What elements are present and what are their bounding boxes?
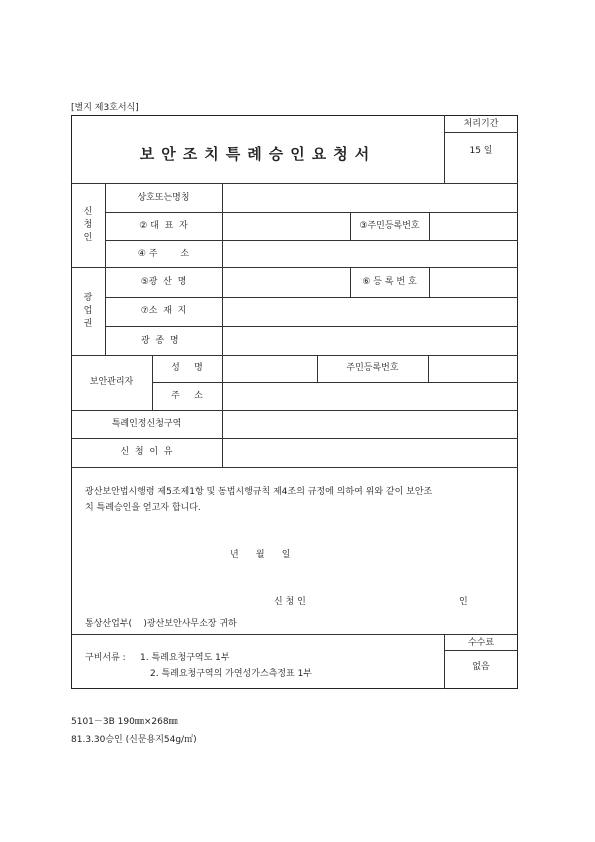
fee-value: 없음 [472,662,490,672]
representative-field[interactable] [223,213,349,239]
rule [105,183,106,355]
manager-name-label: 성 명 [171,363,203,373]
address-label: ④ 주 소 [137,249,190,259]
representative-label: ② 대 표 자 [139,221,188,231]
trade-name-label: 상호또는명칭 [137,193,190,203]
security-manager-label: 보안관리자 [89,377,134,387]
processing-period-value: 15 일 [469,146,493,156]
resident-number-field[interactable] [430,213,517,239]
attachments-label: 구비서류 : [85,653,126,663]
location-label: ⑦소 재 지 [140,306,187,316]
processing-period-label: 처리기간 [463,119,499,129]
applicant-signature-field[interactable] [320,592,455,610]
statement-line-1: 광산보안법시행령 제5조제1항 및 동법시행규칙 제4조의 규정에 의하여 위와 같이 보안조 [85,487,433,497]
footer-form-spec: 5101－3B 190㎜×268㎜ [71,717,178,727]
date-line: 년 월 일 [230,550,291,560]
form-title: 보안조치특례승인요청서 [139,145,377,163]
applicant-section-label: 신청인 [83,207,93,243]
location-field[interactable] [223,298,517,325]
fee-label: 수수료 [467,638,495,648]
statement-line-2: 치 특례승인을 얻고자 합니다. [85,503,201,513]
mine-name-label: ⑤광 산 명 [140,277,187,287]
fee-divider [444,650,518,651]
footer-approval-note: 81.3.30승인 (신문용지54g/㎡) [71,735,197,745]
mining-right-section-label: 광업권 [83,293,93,329]
attachment-item-1: 1. 특례요청구역도 1부 [140,653,230,663]
reason-field[interactable] [223,439,517,466]
exception-area-field[interactable] [223,411,517,437]
seal-label: 인 [459,597,468,607]
address-field[interactable] [223,241,517,266]
processing-divider [444,132,518,133]
manager-resident-number-label: 주민등록번호 [346,363,399,373]
registration-number-field[interactable] [430,268,517,296]
rule [71,467,518,468]
mine-name-field[interactable] [223,268,349,296]
mineral-type-label: 광 종 명 [141,336,179,346]
addressee: 통상산업부( )광산보안사무소장 귀하 [85,619,237,629]
applicant-signature-label: 신 청 인 [274,597,306,607]
attachment-item-2: 2. 특례요청구역의 가연성가스측정표 1부 [150,669,313,679]
exception-area-label: 특례인정신청구역 [111,419,182,429]
registration-number-label: ⑥ 등 록 번 호 [362,277,417,287]
reason-label: 신 청 이 유 [120,447,173,457]
rule [71,634,518,635]
mineral-type-field[interactable] [223,327,517,354]
trade-name-field[interactable] [223,184,517,211]
manager-name-field[interactable] [223,356,316,381]
manager-address-label: 주 소 [171,391,203,401]
manager-address-field[interactable] [223,383,517,409]
manager-resident-number-field[interactable] [429,356,517,381]
resident-number-label: ③주민등록번호 [359,221,420,231]
form-number-note: [별지 제3호서식] [71,103,139,113]
